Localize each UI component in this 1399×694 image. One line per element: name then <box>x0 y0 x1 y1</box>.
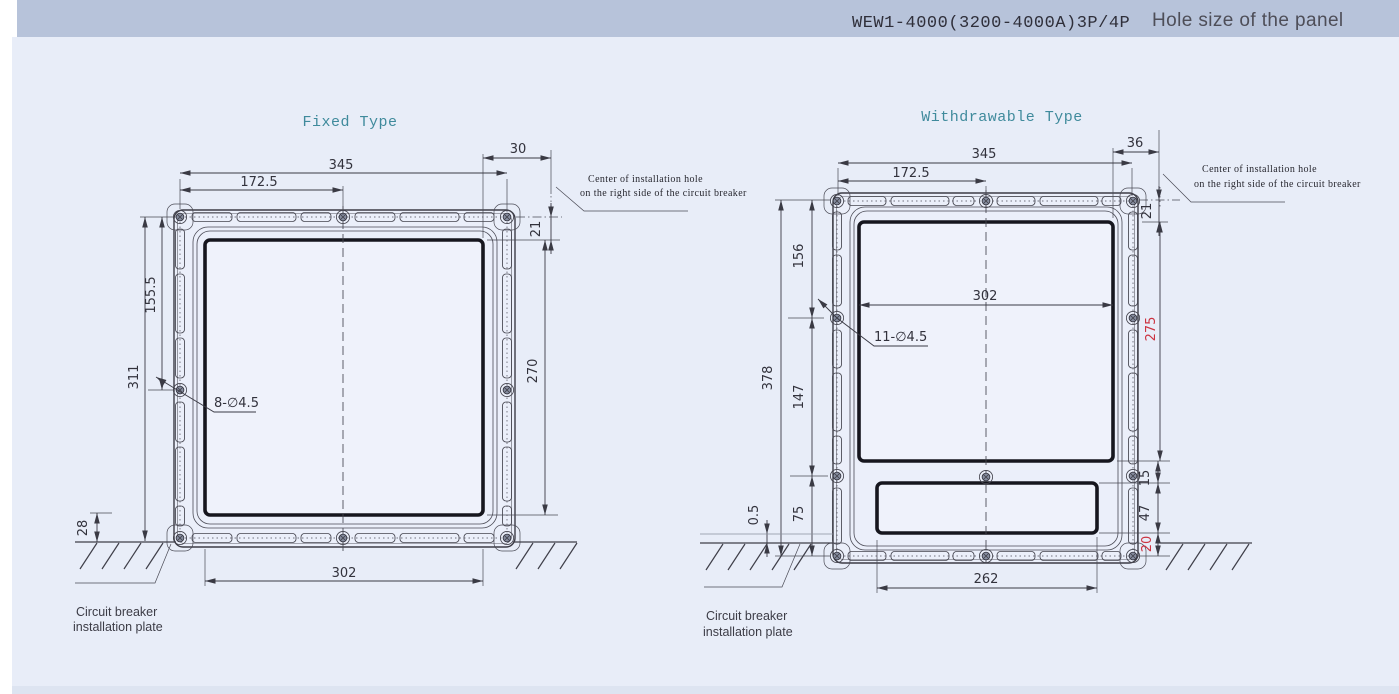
note-line2: on the right side of the circuit breaker <box>580 188 747 199</box>
dim-lower-cutout-height: 47 <box>1138 504 1153 522</box>
dim-half-width: 172.5 <box>240 175 278 190</box>
dim-bottom-offset: 28 <box>76 519 91 537</box>
product-code: WEW1-4000(3200-4000A)3P/4P <box>852 14 1131 33</box>
note-line1: Center of installation hole <box>588 174 703 185</box>
dim-right-offset: 30 <box>509 142 527 157</box>
dim-overall-height: 311 <box>127 364 142 390</box>
dim-overall-width: 345 <box>328 158 354 173</box>
dim-half-width: 172.5 <box>892 166 930 181</box>
withdrawable-title: Withdrawable Type <box>921 109 1083 126</box>
holes-callout: 11-∅4.5 <box>874 330 928 345</box>
fixed-title: Fixed Type <box>302 114 398 131</box>
dim-below-plate: 20 <box>1140 535 1155 553</box>
dim-hole-to-cutout-top: 21 <box>529 220 544 238</box>
withdrawable-lower-cutout <box>877 483 1097 533</box>
plate-label-line2: installation plate <box>703 625 793 639</box>
note-line2: on the right side of the circuit breaker <box>1194 179 1361 190</box>
withdrawable-panel-outline <box>833 193 1138 563</box>
dim-cutout-width: 302 <box>972 289 998 304</box>
plate-label-line2: installation plate <box>73 620 163 634</box>
dim-cutout-height: 270 <box>526 358 541 384</box>
fixed-panel-outline <box>174 210 515 547</box>
holes-callout: 8-∅4.5 <box>214 396 259 411</box>
dim-upper-height: 156 <box>792 243 807 269</box>
note-line1: Center of installation hole <box>1202 164 1317 175</box>
dim-lower-height: 75 <box>792 505 807 523</box>
bottom-edge-shade <box>12 686 1399 694</box>
dim-overall-height: 378 <box>761 365 776 391</box>
dim-middle-height: 147 <box>792 384 807 410</box>
page-title: Hole size of the panel <box>1152 10 1344 31</box>
dim-hole-to-cutout-top: 21 <box>1140 202 1155 220</box>
dim-upper-height: 155.5 <box>144 276 159 314</box>
dim-lower-cutout-width: 262 <box>973 572 999 587</box>
plate-label-line1: Circuit breaker <box>76 605 158 619</box>
dim-cutout-gap: 15 <box>1138 469 1153 487</box>
dim-cutout-width: 302 <box>331 566 357 581</box>
dim-overall-width: 345 <box>971 147 997 162</box>
dim-plate-gap: 0.5 <box>747 504 762 526</box>
dim-cutout-height: 275 <box>1144 316 1159 342</box>
plate-label-line1: Circuit breaker <box>706 609 788 623</box>
fixed-cutout <box>205 240 483 515</box>
header <box>852 10 1344 33</box>
dim-right-offset: 36 <box>1126 136 1144 151</box>
